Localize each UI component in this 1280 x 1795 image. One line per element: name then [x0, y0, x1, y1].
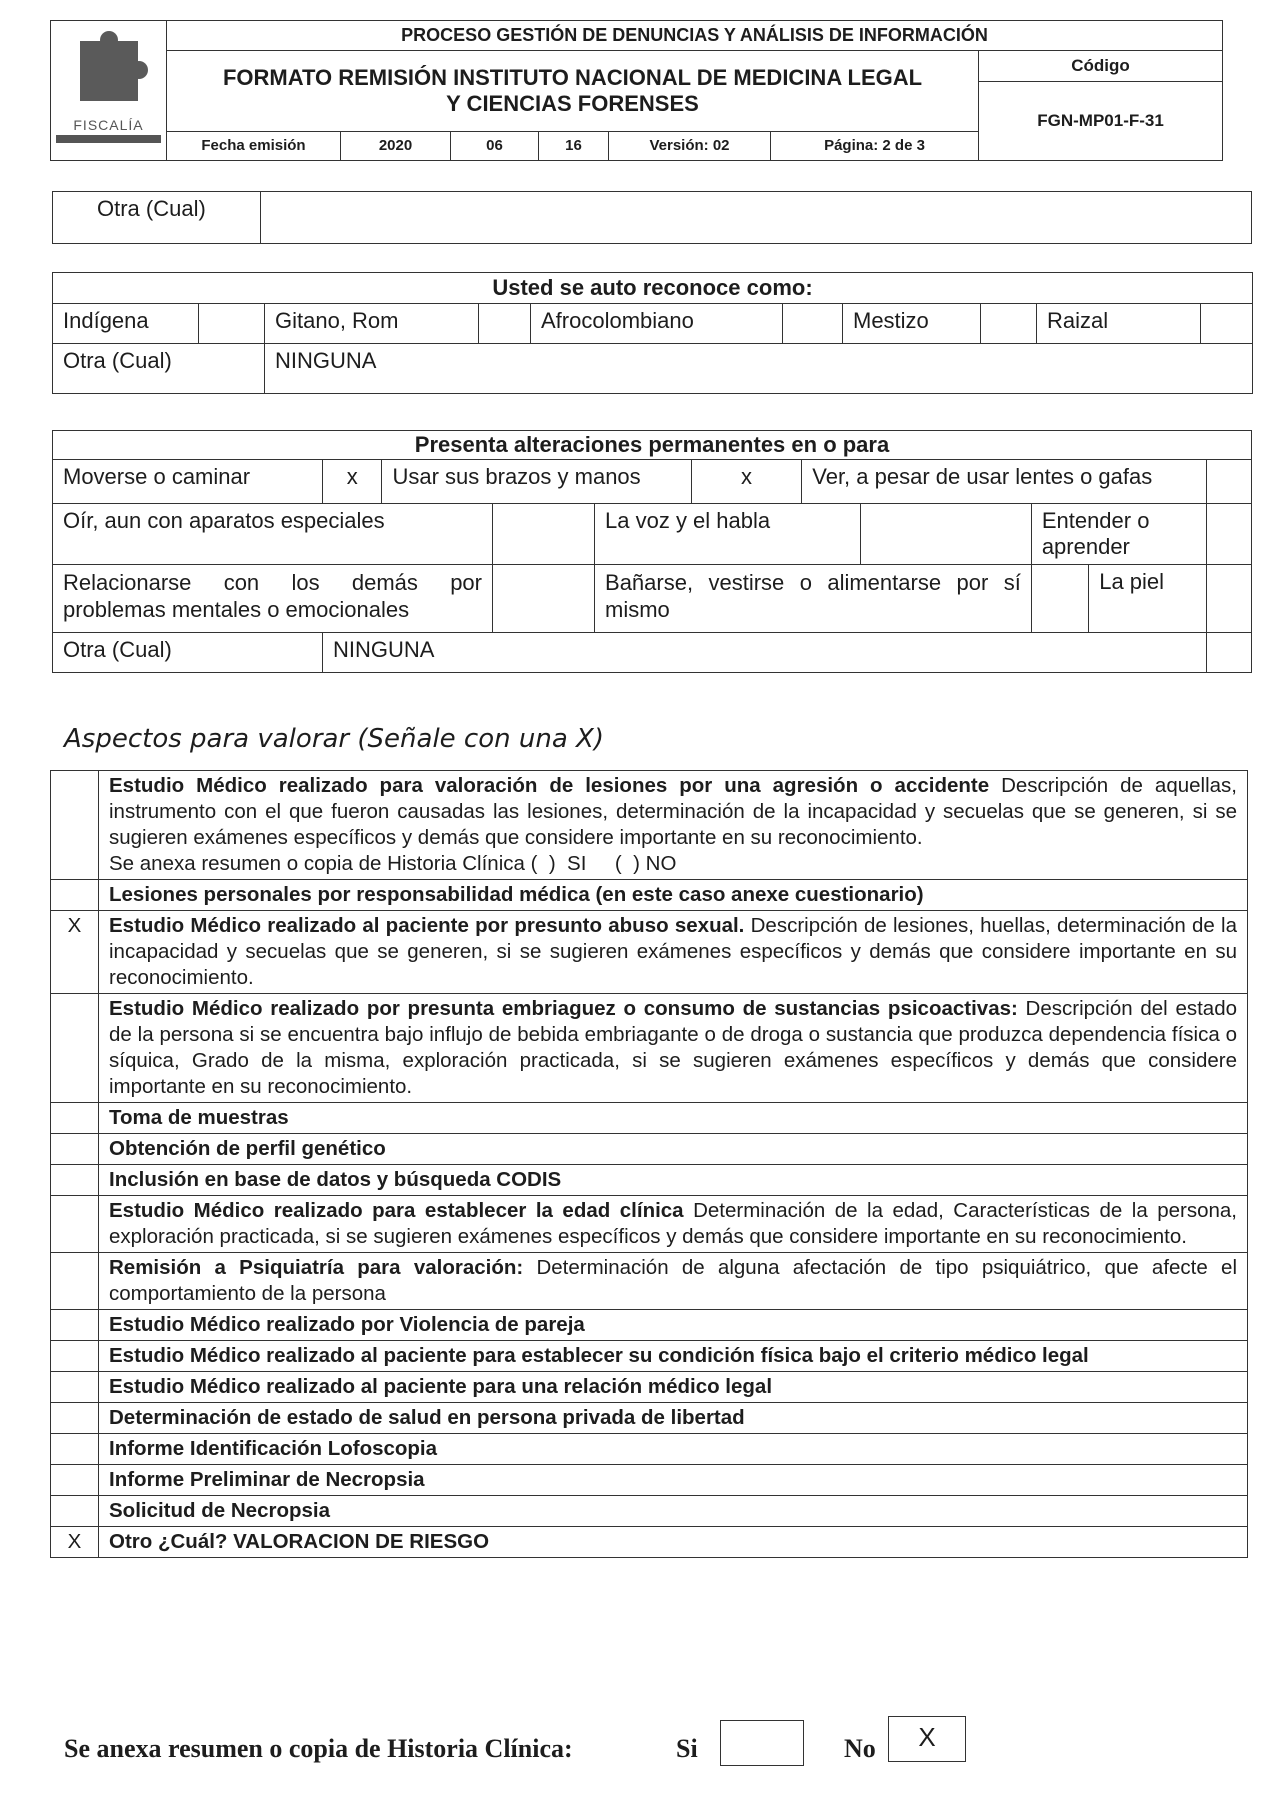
aspecto-row	[51, 994, 1248, 1103]
alt-moverse-label: Moverse o caminar	[53, 460, 323, 504]
fecha-label: Fecha emisión	[167, 131, 341, 160]
process-title: PROCESO GESTIÓN DE DENUNCIAS Y ANÁLISIS DE INFORMACIÓN	[167, 21, 1223, 51]
otra-cual-field[interactable]	[261, 192, 1252, 244]
aspecto-text: Descripción de aquellas, instrumento con el que fueron causadas las lesiones, determinación de la incapacidad y secuelas que se generen, si se sugieren exámenes específicos y demás que considere importante en su reconocimiento.	[109, 774, 1237, 849]
alt-relacionarse-mark[interactable]	[493, 565, 595, 633]
aspecto-title: Estudio Médico realizado para establecer la edad clínica	[109, 1199, 684, 1222]
aspecto-title: Inclusión en base de datos y búsqueda CODIS	[109, 1168, 562, 1191]
aspecto-description	[99, 1196, 1248, 1253]
aspecto-title: Estudio Médico realizado para valoración de lesiones por una agresión o accidente	[109, 774, 990, 797]
aspecto-title: Solicitud de Necropsia	[109, 1499, 330, 1522]
aspecto-description	[99, 1496, 1248, 1527]
aspecto-text: Determinación de la edad, Características de la persona, exploración practicada, si se sugieren exámenes específicos y demás que considere importante en su reconocimiento.	[109, 1199, 1237, 1248]
alteraciones-title: Presenta alteraciones permanentes en o para	[53, 431, 1252, 460]
aspecto-text: Determinación de alguna afectación de tipo psiquiátrico, que afecte el comportamiento de la persona	[109, 1256, 1237, 1305]
option-afrocolombiano: Afrocolombiano	[531, 304, 783, 344]
reconoce-otra-value[interactable]: NINGUNA	[265, 344, 1253, 394]
aspecto-row	[51, 771, 1248, 880]
aspecto-mark[interactable]	[51, 1372, 99, 1403]
aspecto-mark[interactable]	[51, 1341, 99, 1372]
alt-piel-mark[interactable]	[1207, 565, 1252, 633]
option-mestizo: Mestizo	[843, 304, 981, 344]
aspecto-mark[interactable]	[51, 880, 99, 911]
aspecto-title: Remisión a Psiquiatría para valoración:	[109, 1256, 524, 1279]
alt-entender-label: Entender o aprender	[1031, 504, 1206, 565]
aspecto-row	[51, 1165, 1248, 1196]
aspecto-description	[99, 1253, 1248, 1310]
aspecto-description	[99, 1341, 1248, 1372]
aspecto-mark[interactable]	[51, 1165, 99, 1196]
reconoce-otra-label: Otra (Cual)	[53, 344, 265, 394]
si-checkbox[interactable]	[720, 1720, 804, 1766]
aspecto-mark[interactable]	[51, 1434, 99, 1465]
aspecto-mark[interactable]	[51, 1465, 99, 1496]
alt-otra-value[interactable]: NINGUNA	[322, 633, 1206, 673]
option-indigena: Indígena	[53, 304, 199, 344]
check-indigena[interactable]	[199, 304, 265, 344]
aspecto-row	[51, 1253, 1248, 1310]
document-header	[50, 20, 1223, 161]
aspecto-title: Otro ¿Cuál? VALORACION DE RIESGO	[109, 1530, 490, 1553]
codigo-cell	[979, 51, 1223, 161]
aspecto-description	[99, 771, 1248, 880]
aspecto-row	[51, 1527, 1248, 1558]
aspecto-row	[51, 1196, 1248, 1253]
no-label: No	[844, 1734, 876, 1763]
alt-brazos-mark[interactable]: x	[691, 460, 802, 504]
aspecto-mark[interactable]	[51, 1134, 99, 1165]
fecha-year: 2020	[341, 131, 451, 160]
no-value: X	[918, 1722, 936, 1752]
check-afrocolombiano[interactable]	[783, 304, 843, 344]
alt-banarse-mark[interactable]	[1031, 565, 1088, 633]
aspecto-row	[51, 1434, 1248, 1465]
check-mestizo[interactable]	[981, 304, 1037, 344]
aspecto-mark[interactable]	[51, 1310, 99, 1341]
aspecto-description	[99, 880, 1248, 911]
aspecto-description	[99, 1465, 1248, 1496]
aspecto-extra: Se anexa resumen o copia de Historia Clínica ( ) SI ( ) NO	[109, 852, 677, 875]
form-title-line1: FORMATO REMISIÓN INSTITUTO NACIONAL DE MEDICINA LEGAL	[222, 64, 923, 90]
si-label: Si	[676, 1734, 698, 1763]
otra-cual-box	[52, 191, 1252, 244]
alt-voz-mark[interactable]	[860, 504, 1031, 565]
fecha-month: 06	[451, 131, 539, 160]
aspecto-description	[99, 1372, 1248, 1403]
aspecto-row	[51, 911, 1248, 994]
aspecto-title: Informe Identificación Lofoscopia	[109, 1437, 438, 1460]
aspecto-title: Estudio Médico realizado por presunta embriaguez o consumo de sustancias psicoactivas:	[109, 997, 1018, 1020]
historia-clinica-footer	[64, 1720, 1214, 1780]
puzzle-icon	[80, 41, 138, 101]
logo-cell	[51, 21, 167, 161]
alt-moverse-mark[interactable]: x	[322, 460, 382, 504]
aspecto-mark[interactable]	[51, 771, 99, 880]
aspecto-description	[99, 994, 1248, 1103]
form-title	[167, 51, 979, 132]
alt-oir-mark[interactable]	[493, 504, 595, 565]
aspecto-row	[51, 880, 1248, 911]
aspecto-title: Toma de muestras	[109, 1106, 289, 1129]
aspecto-description	[99, 1165, 1248, 1196]
option-gitano: Gitano, Rom	[265, 304, 479, 344]
reconoce-table	[52, 272, 1253, 394]
aspecto-title: Determinación de estado de salud en persona privada de libertad	[109, 1406, 745, 1429]
aspecto-title: Estudio Médico realizado por Violencia de pareja	[109, 1313, 585, 1336]
version: Versión: 02	[609, 131, 771, 160]
logo-text: FISCALÍA	[73, 116, 144, 133]
aspecto-description	[99, 1134, 1248, 1165]
aspecto-mark[interactable]	[51, 1403, 99, 1434]
aspecto-row	[51, 1341, 1248, 1372]
aspecto-row	[51, 1372, 1248, 1403]
aspecto-row	[51, 1496, 1248, 1527]
alt-brazos-label: Usar sus brazos y manos	[382, 460, 691, 504]
codigo-label: Código	[979, 51, 1222, 82]
aspecto-title: Obtención de perfil genético	[109, 1137, 386, 1160]
aspecto-row	[51, 1310, 1248, 1341]
alt-otra-mark[interactable]	[1207, 633, 1252, 673]
check-gitano[interactable]	[479, 304, 531, 344]
alt-oir-label: Oír, aun con aparatos especiales	[53, 504, 493, 565]
aspecto-mark[interactable]: X	[51, 911, 99, 994]
otra-cual-label: Otra (Cual)	[53, 192, 261, 244]
logo-bar	[56, 135, 161, 143]
alteraciones-table	[52, 430, 1252, 673]
aspecto-title: Lesiones personales por responsabilidad médica (en este caso anexe cuestionario)	[109, 883, 924, 906]
aspecto-title: Informe Preliminar de Necropsia	[109, 1468, 425, 1491]
fecha-day: 16	[539, 131, 609, 160]
option-raizal: Raizal	[1037, 304, 1201, 344]
aspecto-row	[51, 1103, 1248, 1134]
aspecto-mark[interactable]	[51, 1196, 99, 1253]
alt-banarse-label: Bañarse, vestirse o alimentarse por sí mismo	[595, 565, 1032, 633]
aspectos-title: Aspectos para valorar (Señale con una X)	[64, 724, 604, 754]
aspecto-title: Estudio Médico realizado al paciente para una relación médico legal	[109, 1375, 773, 1398]
alt-ver-label: Ver, a pesar de usar lentes o gafas	[802, 460, 1207, 504]
aspecto-mark[interactable]	[51, 1103, 99, 1134]
alt-voz-label: La voz y el habla	[595, 504, 861, 565]
aspecto-text: Descripción del estado de la persona si se encuentra bajo influjo de bebida embriagante o de droga o sustancia que produzca dependencia física o síquica, Grado de la misma, exploración practicada, si se sugieren exámenes específicos y demás que considere importante en su reconocimiento.	[109, 997, 1237, 1098]
aspecto-text: Descripción de lesiones, huellas, determinación de la incapacidad y secuelas que se generen, si se sugieren exámenes específicos y demás que considere importante en su reconocimiento.	[109, 914, 1238, 989]
aspecto-description	[99, 911, 1248, 994]
aspecto-description	[99, 1527, 1248, 1558]
aspecto-row	[51, 1403, 1248, 1434]
aspecto-mark[interactable]	[51, 1496, 99, 1527]
aspectos-table	[50, 770, 1248, 1558]
aspecto-title: Estudio Médico realizado al paciente para establecer su condición física bajo el criterio médico legal	[109, 1344, 1089, 1367]
aspecto-description	[99, 1434, 1248, 1465]
aspecto-row	[51, 1134, 1248, 1165]
no-checkbox[interactable]	[888, 1716, 966, 1762]
alt-piel-label: La piel	[1089, 565, 1207, 633]
pagina: Página: 2 de 3	[771, 131, 979, 160]
aspecto-mark[interactable]	[51, 1253, 99, 1310]
aspecto-mark[interactable]: X	[51, 1527, 99, 1558]
aspecto-mark[interactable]	[51, 994, 99, 1103]
historia-clinica-label: Se anexa resumen o copia de Historia Clínica:	[64, 1734, 573, 1763]
aspecto-description	[99, 1310, 1248, 1341]
alt-otra-label: Otra (Cual)	[53, 633, 323, 673]
alt-entender-mark[interactable]	[1207, 504, 1252, 565]
codigo-value: FGN-MP01-F-31	[1037, 111, 1164, 130]
reconoce-title: Usted se auto reconoce como:	[53, 273, 1253, 304]
alt-relacionarse-label: Relacionarse con los demás por problemas mentales o emocionales	[53, 565, 493, 633]
alt-ver-mark[interactable]	[1207, 460, 1252, 504]
aspecto-description	[99, 1103, 1248, 1134]
form-title-line2: Y CIENCIAS FORENSES	[446, 90, 699, 116]
aspecto-description	[99, 1403, 1248, 1434]
fiscalia-logo	[52, 31, 165, 151]
check-raizal[interactable]	[1201, 304, 1253, 344]
aspecto-title: Estudio Médico realizado al paciente por presunto abuso sexual.	[109, 914, 745, 937]
aspecto-row	[51, 1465, 1248, 1496]
